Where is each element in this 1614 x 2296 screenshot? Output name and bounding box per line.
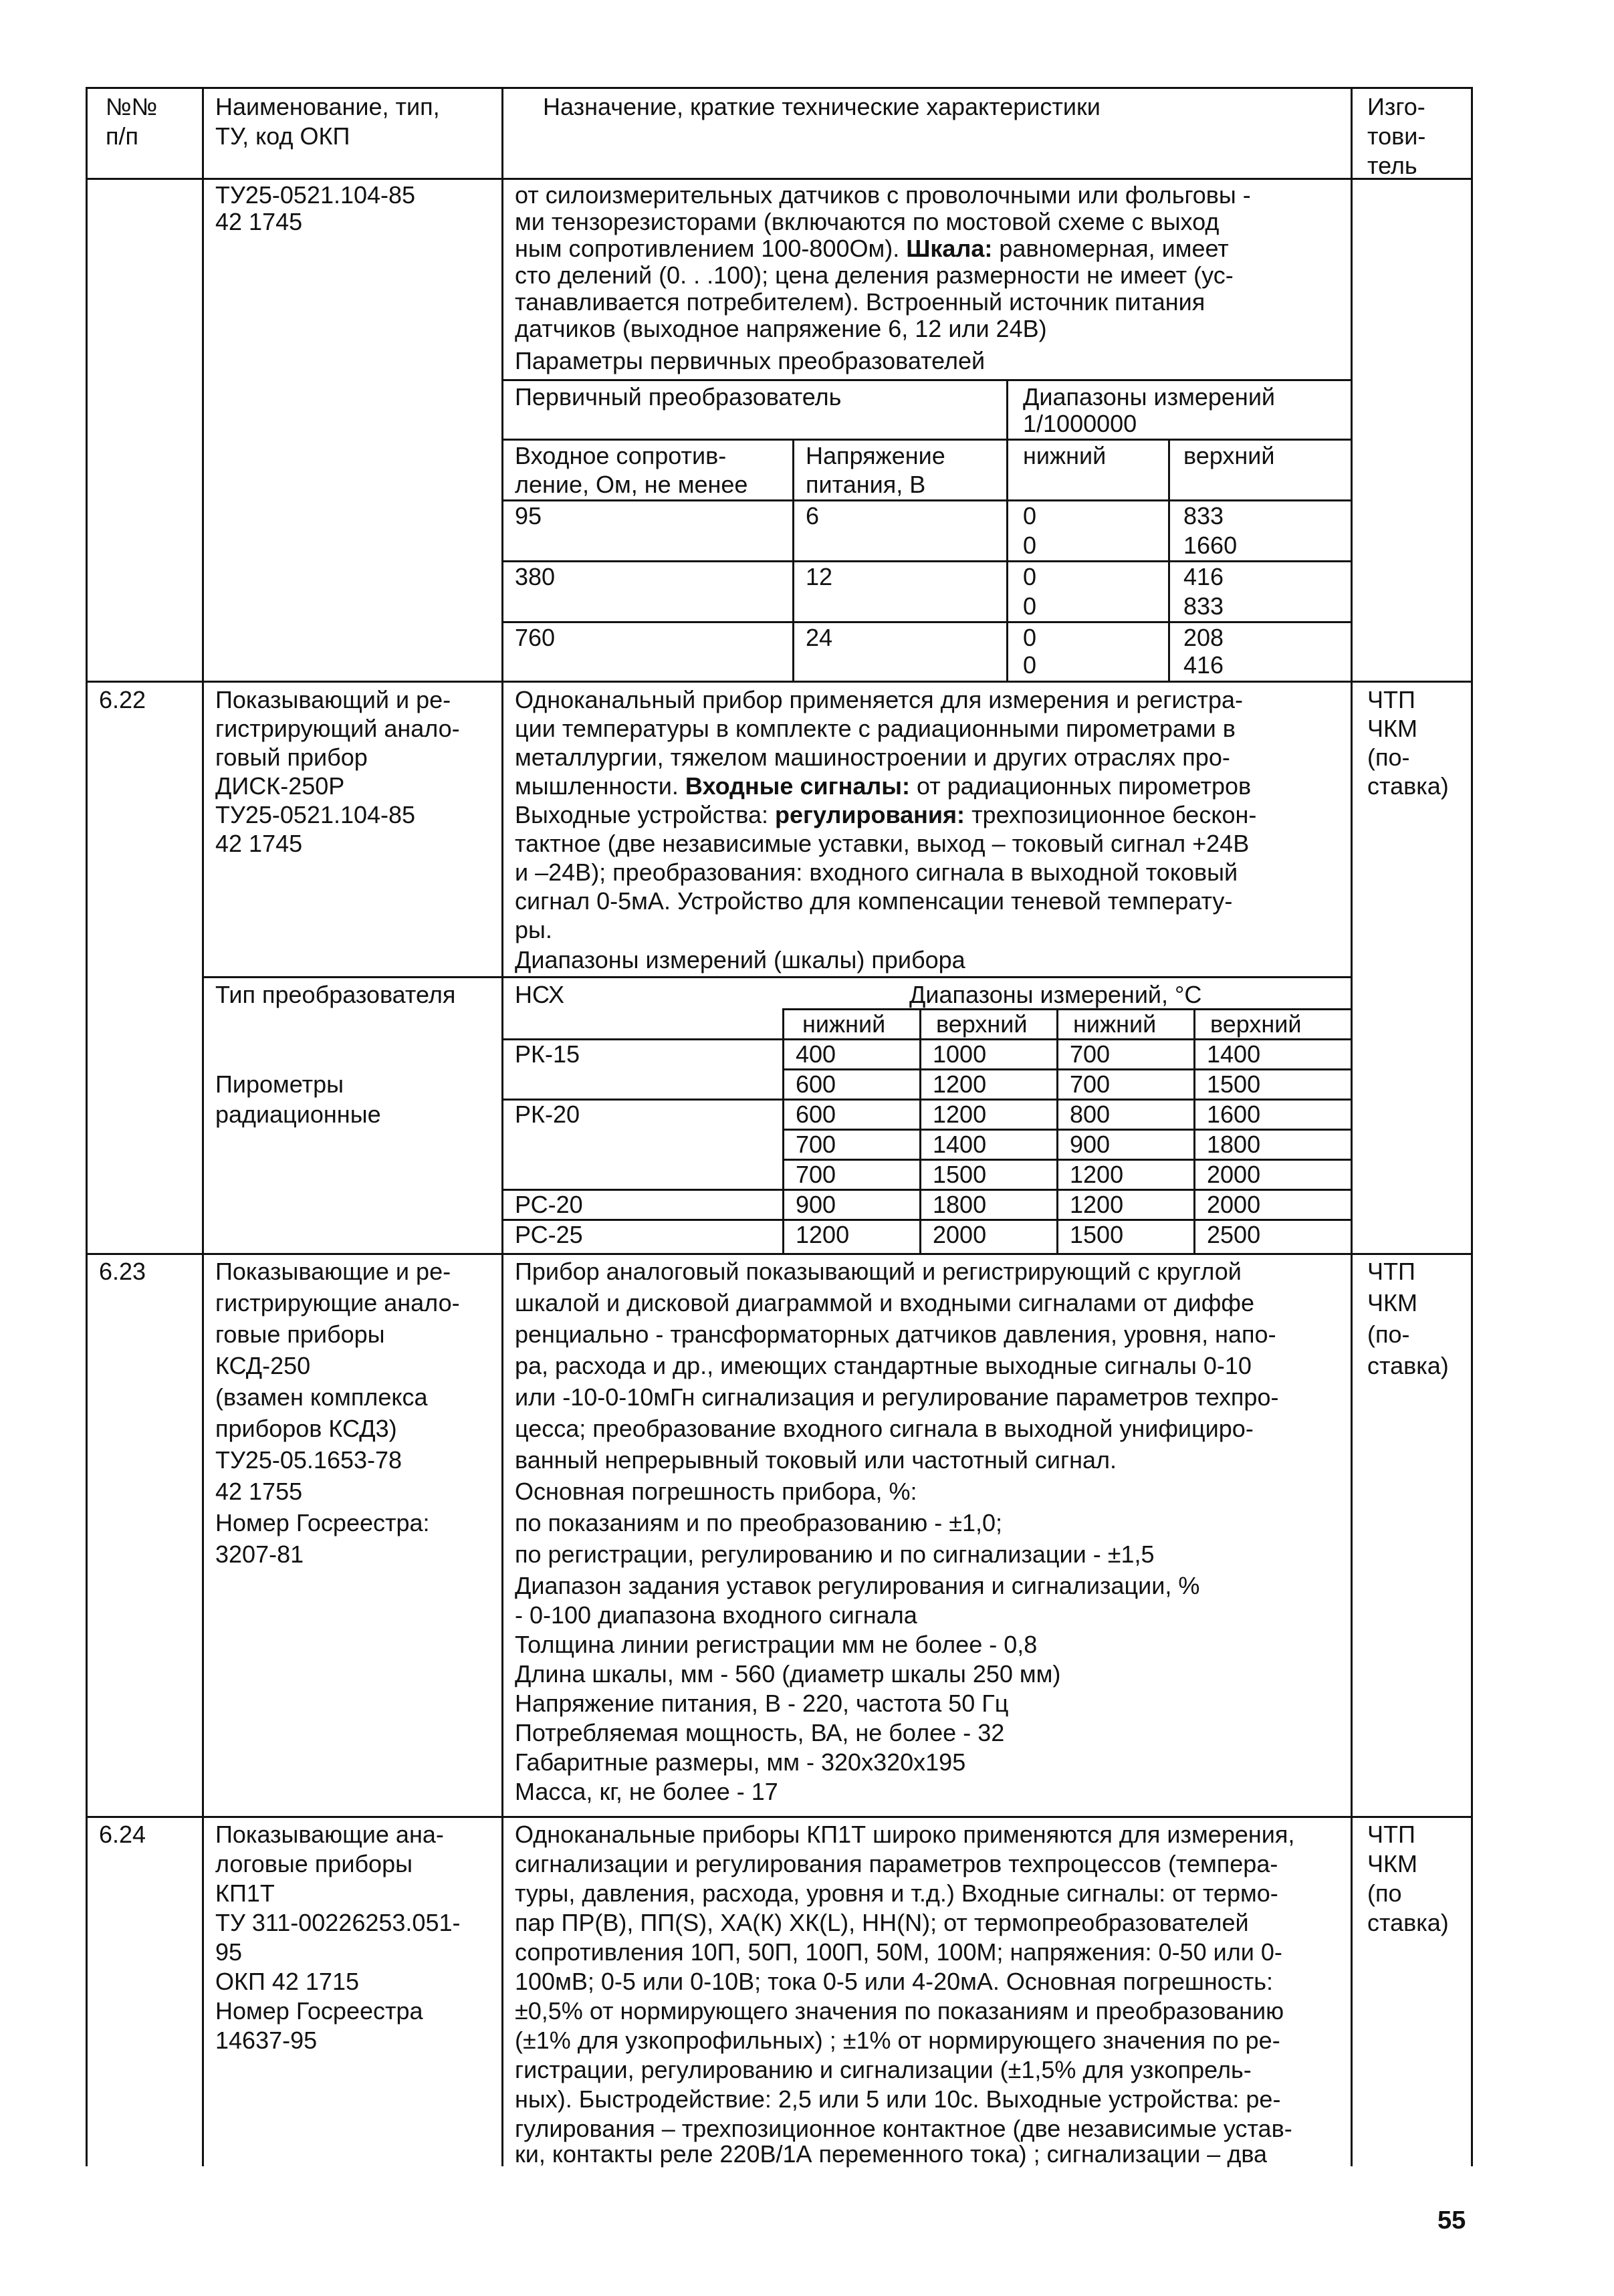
rule xyxy=(501,439,1352,441)
description-line: Основная погрешность прибора, %: xyxy=(515,1478,917,1505)
description-line: Потребляемая мощность, ВА, не более - 32 xyxy=(515,1719,1005,1746)
table-cell: 833 xyxy=(1183,502,1224,530)
table-cell: 416 xyxy=(1183,563,1224,590)
rule xyxy=(86,1253,1472,1255)
description-line: ренциально - трансформаторных датчиков давления, уровня, напо- xyxy=(515,1321,1276,1348)
table-cell: 1800 xyxy=(933,1191,987,1218)
rule xyxy=(1193,1008,1195,1253)
description-line: цесса; преобразование входного сигнала в выходной унифициро- xyxy=(515,1415,1254,1442)
entry-name-line: говые приборы xyxy=(215,1321,385,1348)
header-purpose-label: Назначение, краткие технические характеристики xyxy=(543,93,1101,120)
maker-line: (по- xyxy=(1367,1321,1410,1348)
description-line: ры. xyxy=(515,916,552,943)
table-cell: 0 xyxy=(1023,532,1037,559)
entry-name-line: 95 xyxy=(215,1938,243,1966)
entry-name-line: Показывающий и ре- xyxy=(215,686,451,713)
table-header-cell: Входное сопротив- xyxy=(515,442,727,469)
description-line: или -10-0-10мГн сигнализация и регулирование параметров техпро- xyxy=(515,1383,1279,1411)
table-cell: 1500 xyxy=(1207,1070,1261,1098)
header-maker-label: тель xyxy=(1367,152,1417,179)
rule xyxy=(1006,379,1008,681)
table-cell: 833 xyxy=(1183,592,1224,620)
entry-name-line: КСД-250 xyxy=(215,1352,311,1379)
description-line: ра, расхода и др., имеющих стандартные выходные сигналы 0-10 xyxy=(515,1352,1252,1379)
table-header-cell: 1/1000000 xyxy=(1023,410,1137,437)
rule xyxy=(86,1816,1472,1818)
description-line: ки, контакты реле 220В/1А переменного тока) ; сигнализации – два xyxy=(515,2140,1268,2168)
table-cell: 900 xyxy=(796,1191,836,1218)
converter-type: Пирометры xyxy=(215,1070,344,1098)
entry-number: 6.23 xyxy=(99,1258,146,1285)
entry-name-line: 3207-81 xyxy=(215,1540,304,1568)
table-header-cell: верхний xyxy=(936,1010,1028,1038)
description-line: Длина шкалы, мм - 560 (диаметр шкалы 250 мм) xyxy=(515,1660,1061,1688)
maker-line: ЧКМ xyxy=(1367,1850,1417,1877)
table-cell: 2500 xyxy=(1207,1221,1261,1248)
page-number: 55 xyxy=(1437,2206,1466,2234)
description-line: Прибор аналоговый показывающий и регистрирующий с круглой xyxy=(515,1258,1242,1285)
rule xyxy=(501,87,503,2166)
description-line: гулирования – трехпозиционное контактное (две независимые устав- xyxy=(515,2115,1292,2142)
description-line: сигнализации и регулирования параметров техпроцессов (темпера- xyxy=(515,1850,1278,1877)
entry-name-line: ОКП 42 1715 xyxy=(215,1968,359,1995)
rule xyxy=(501,379,1352,381)
table-cell: 0 xyxy=(1023,624,1037,651)
table-cell: 95 xyxy=(515,502,542,530)
entry-name-line: логовые приборы xyxy=(215,1850,413,1877)
entry-name-line: гистрирующие анало- xyxy=(215,1289,460,1316)
table-header-cell: Диапазоны измерений, °С xyxy=(909,981,1202,1008)
description-line: Масса, кг, не более - 17 xyxy=(515,1778,778,1805)
maker-line: ставка) xyxy=(1367,772,1449,800)
description-line: - 0-100 диапазона входного сигнала xyxy=(515,1601,917,1629)
rule xyxy=(782,1129,1352,1131)
table-cell: 380 xyxy=(515,563,556,590)
table-header-cell: верхний xyxy=(1210,1010,1302,1038)
description-line: Толщина линии регистрации мм не более - 0,8 xyxy=(515,1631,1038,1658)
table-header-cell: Напряжение xyxy=(806,442,945,469)
description-line: датчиков (выходное напряжение 6, 12 или 24В) xyxy=(515,315,1047,342)
entry-name-line: 42 1745 xyxy=(215,830,303,857)
entry-name-line: ТУ25-0521.104-85 xyxy=(215,801,416,828)
entry-name-line: говый прибор xyxy=(215,743,368,771)
description-line: Диапазон задания уставок регулирования и сигнализации, % xyxy=(515,1572,1200,1599)
entry-name-line: ТУ25-0521.104-85 xyxy=(215,181,416,209)
table-cell: 1200 xyxy=(1070,1191,1124,1218)
table-cell: 12 xyxy=(806,563,833,590)
description-line: Одноканальные приборы КП1Т широко применяются для измерения, xyxy=(515,1821,1295,1848)
description-line: 100мВ; 0-5 или 0-10В; тока 0-5 или 4-20мА. Основная погрешность: xyxy=(515,1968,1274,1995)
rule xyxy=(86,681,1472,683)
rule xyxy=(86,87,88,2166)
table-cell: РС-25 xyxy=(515,1221,583,1248)
table-cell: 1200 xyxy=(796,1221,850,1248)
table-cell: 1400 xyxy=(1207,1040,1261,1068)
description-line: Диапазоны измерений (шкалы) прибора xyxy=(515,946,965,973)
description-line: Выходные устройства: регулирования: трехпозиционное бескон- xyxy=(515,801,1257,828)
table-cell: 700 xyxy=(796,1131,836,1158)
table-header-cell: верхний xyxy=(1183,442,1275,469)
rule xyxy=(86,87,1472,89)
description-line: Параметры первичных преобразователей xyxy=(515,347,986,374)
table-cell: 1800 xyxy=(1207,1131,1261,1158)
header-maker-label: Изго- xyxy=(1367,93,1425,120)
description-line: сто делений (0. . .100); цена деления размерности не имеет (ус- xyxy=(515,261,1234,289)
table-cell: 2000 xyxy=(1207,1161,1261,1188)
table-cell: 1500 xyxy=(1070,1221,1124,1248)
rule xyxy=(782,1068,1352,1070)
converter-type: радиационные xyxy=(215,1101,381,1128)
rule xyxy=(782,1008,784,1253)
description-line: ных). Быстродействие: 2,5 или 5 или 10с. Выходные устройства: ре- xyxy=(515,2085,1281,2113)
table-cell: 0 xyxy=(1023,563,1037,590)
entry-name-line: Показывающие ана- xyxy=(215,1821,444,1848)
table-cell: 1200 xyxy=(933,1070,987,1098)
entry-name-line: 42 1755 xyxy=(215,1478,303,1505)
description-line: мышленности. Входные сигналы: от радиационных пирометров xyxy=(515,772,1252,800)
table-cell: 1400 xyxy=(933,1131,987,1158)
table-cell: 900 xyxy=(1070,1131,1111,1158)
table-header-cell: нижний xyxy=(1023,442,1107,469)
rule xyxy=(1351,87,1353,2166)
description-line: Одноканальный прибор применяется для измерения и регистра- xyxy=(515,686,1244,713)
maker-line: ЧТП xyxy=(1367,1821,1415,1848)
rule xyxy=(1471,87,1473,2166)
entry-name-line: (взамен комплекса xyxy=(215,1383,428,1411)
table-header-cell: Первичный преобразователь xyxy=(515,383,842,411)
table-cell: 6 xyxy=(806,502,820,530)
table-cell: 1660 xyxy=(1183,532,1238,559)
entry-name-line: 14637-95 xyxy=(215,2027,318,2054)
table-cell: 760 xyxy=(515,624,556,651)
entry-number: 6.24 xyxy=(99,1821,146,1848)
header-number-label: №№ xyxy=(106,93,158,120)
rule xyxy=(501,499,1352,501)
table-cell: 1600 xyxy=(1207,1101,1261,1128)
table-cell: 416 xyxy=(1183,651,1224,679)
description-line: по регистрации, регулированию и по сигнализации - ±1,5 xyxy=(515,1540,1155,1568)
table-header-cell: питания, В xyxy=(806,471,926,498)
description-line: туры, давления, расхода, уровня и т.д.) Входные сигналы: от термо- xyxy=(515,1879,1278,1907)
rule xyxy=(782,1159,1352,1161)
rule xyxy=(792,439,794,681)
rule xyxy=(202,87,204,2166)
table-cell: 1200 xyxy=(933,1101,987,1128)
table-cell: 700 xyxy=(1070,1040,1111,1068)
entry-number: 6.22 xyxy=(99,686,146,713)
description-line: Габаритные размеры, мм - 320х320х195 xyxy=(515,1748,966,1776)
table-header-cell: Диапазоны измерений xyxy=(1023,383,1276,411)
table-cell: 800 xyxy=(1070,1101,1111,1128)
header-name-label: ТУ, код ОКП xyxy=(215,122,350,150)
description-line: ным сопротивлением 100-800Ом). Шкала: равномерная, имеет xyxy=(515,235,1229,262)
header-number-label: п/п xyxy=(106,122,138,150)
table-cell: 700 xyxy=(1070,1070,1111,1098)
description-line: по показаниям и по преобразованию - ±1,0; xyxy=(515,1509,1003,1536)
table-cell: 2000 xyxy=(1207,1191,1261,1218)
table-cell: 1500 xyxy=(933,1161,987,1188)
description-line: от силоизмерительных датчиков с проволочными или фольговы - xyxy=(515,181,1251,209)
table-header-cell: нижний xyxy=(802,1010,886,1038)
entry-name-line: ТУ 311-00226253.051- xyxy=(215,1909,461,1936)
rule xyxy=(501,560,1352,562)
table-cell: РС-20 xyxy=(515,1191,583,1218)
table-cell: РК-20 xyxy=(515,1101,580,1128)
table-header-cell: нижний xyxy=(1073,1010,1157,1038)
header-name-label: Наименование, тип, xyxy=(215,93,440,120)
rule xyxy=(1168,439,1170,681)
entry-name-line: 42 1745 xyxy=(215,208,303,235)
entry-name-line: ДИСК-250Р xyxy=(215,772,345,800)
maker-line: ставка) xyxy=(1367,1909,1449,1936)
maker-line: ЧТП xyxy=(1367,1258,1415,1285)
description-line: ванный непрерывный токовый или частотный сигнал. xyxy=(515,1446,1117,1474)
table-header-cell: Тип преобразователя xyxy=(215,981,456,1008)
description-line: ±0,5% от нормирующего значения по показаниям и преобразованию xyxy=(515,1997,1284,2025)
entry-name-line: приборов КСД3) xyxy=(215,1415,397,1442)
description-line: сопротивления 10П, 50П, 100П, 50М, 100М; напряжения: 0-50 или 0- xyxy=(515,1938,1282,1966)
rule xyxy=(86,178,1472,180)
maker-line: ЧКМ xyxy=(1367,1289,1417,1316)
table-cell: 208 xyxy=(1183,624,1224,651)
entry-name-line: КП1Т xyxy=(215,1879,275,1907)
entry-name-line: ТУ25-05.1653-78 xyxy=(215,1446,402,1474)
table-cell: 24 xyxy=(806,624,833,651)
description-line: (±1% для узкопрофильных) ; ±1% от нормирующего значения по ре- xyxy=(515,2027,1280,2054)
entry-name-line: Показывающие и ре- xyxy=(215,1258,451,1285)
header-maker-label: тови- xyxy=(1367,122,1426,150)
rule xyxy=(919,1008,921,1253)
table-cell: РК-15 xyxy=(515,1040,580,1068)
description-line: металлургии, тяжелом машиностроении и других отраслях про- xyxy=(515,743,1230,771)
table-cell: 600 xyxy=(796,1101,836,1128)
entry-name-line: Номер Госреестра xyxy=(215,1997,423,2025)
description-line: сигнал 0-5мА. Устройство для компенсации теневой температу- xyxy=(515,887,1233,915)
maker-line: (по- xyxy=(1367,743,1410,771)
table-header-cell: ление, Ом, не менее xyxy=(515,471,748,498)
table-cell: 600 xyxy=(796,1070,836,1098)
table-cell: 0 xyxy=(1023,592,1037,620)
description-line: ции температуры в комплекте с радиационными пирометрами в xyxy=(515,715,1236,742)
table-cell: 2000 xyxy=(933,1221,987,1248)
table-cell: 1200 xyxy=(1070,1161,1124,1188)
table-cell: 1000 xyxy=(933,1040,987,1068)
description-line: ми тензорезисторами (включаются по мостовой схеме с выход xyxy=(515,208,1220,235)
description-line: шкалой и дисковой диаграммой и входными сигналами от диффе xyxy=(515,1289,1254,1316)
table-cell: 0 xyxy=(1023,502,1037,530)
description-line: Напряжение питания, В - 220, частота 50 Гц xyxy=(515,1690,1009,1717)
description-line: пар ПР(В), ПП(S), ХА(К) ХК(L), НН(N); от термопреобразователей xyxy=(515,1909,1249,1936)
entry-name-line: Номер Госреестра: xyxy=(215,1509,430,1536)
table-cell: 400 xyxy=(796,1040,836,1068)
maker-line: ЧТП xyxy=(1367,686,1415,713)
description-line: и –24В); преобразования: входного сигнала в выходной токовый xyxy=(515,858,1238,886)
maker-line: ЧКМ xyxy=(1367,715,1417,742)
maker-line: ставка) xyxy=(1367,1352,1449,1379)
rule xyxy=(202,976,1352,978)
maker-line: (по xyxy=(1367,1879,1402,1907)
rule xyxy=(501,621,1352,623)
entry-name-line: гистрирующий анало- xyxy=(215,715,460,742)
rule xyxy=(1056,1008,1058,1253)
description-line: танавливается потребителем). Встроенный источник питания xyxy=(515,288,1205,316)
table-cell: 0 xyxy=(1023,651,1037,679)
description-line: тактное (две независимые уставки, выход – токовый сигнал +24В xyxy=(515,830,1250,857)
table-cell: 700 xyxy=(796,1161,836,1188)
table-header-cell: НСХ xyxy=(515,981,564,1008)
description-line: гистрации, регулированию и сигнализации (±1,5% для узкопрель- xyxy=(515,2056,1252,2083)
